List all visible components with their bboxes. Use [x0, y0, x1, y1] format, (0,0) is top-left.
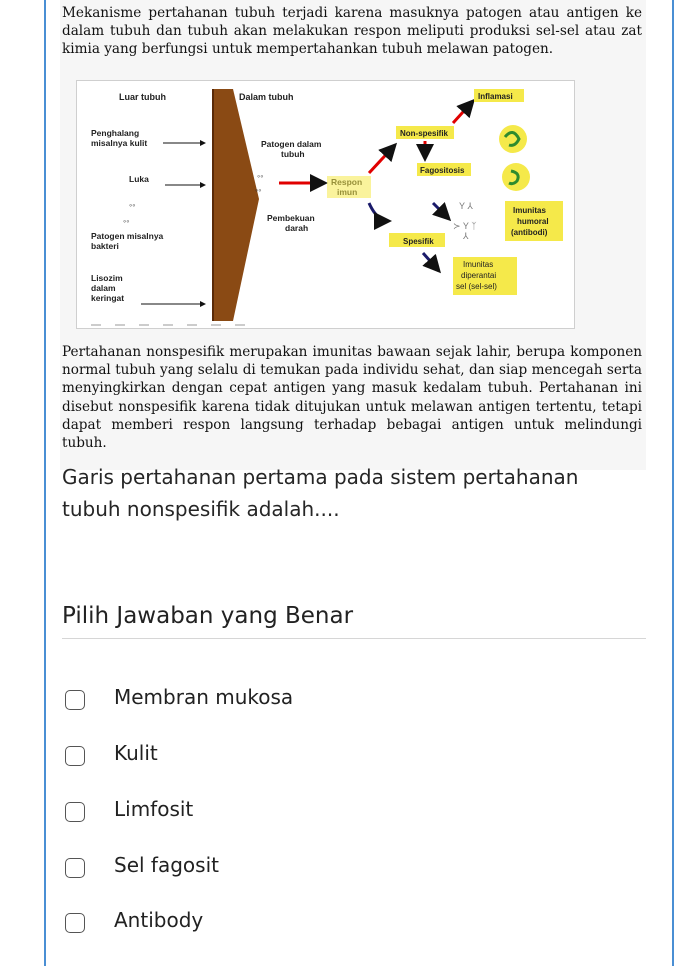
arrow-to-spesifik: [369, 203, 389, 221]
radio-button-icon[interactable]: [65, 858, 85, 878]
answer-option-label[interactable]: Sel fagosit: [114, 853, 219, 877]
label-nonspesifik: Non-spesifik: [400, 129, 449, 138]
skin-barrier-wedge: [213, 89, 262, 321]
label-selular-1: Imunitas: [463, 260, 494, 269]
antibody-icon-2: ≻ Y ᛉ: [453, 221, 477, 231]
radio-button-icon[interactable]: [65, 802, 85, 822]
question-text: Garis pertahanan pertama pada sistem pertahanan tubuh nonspesifik adalah....: [62, 465, 579, 521]
diagram-svg: [77, 81, 574, 328]
diagram-heading-outside: Luar tubuh: [119, 92, 166, 102]
answer-option-label[interactable]: Limfosit: [114, 797, 194, 821]
immune-defense-diagram: [76, 80, 575, 329]
label-pembekuan: Pembekuan: [267, 213, 315, 223]
arrow-to-antibodies: [433, 203, 449, 219]
answer-option-label[interactable]: Membran mukosa: [114, 685, 294, 709]
label-penghalang: Penghalang: [91, 128, 140, 138]
label-lisozim: Lisozim: [91, 273, 123, 283]
choose-answer-heading: Pilih Jawaban yang Benar: [62, 603, 354, 629]
label-humoral-2: humoral: [517, 217, 549, 226]
heading-divider: [62, 638, 646, 639]
label-tubuh: tubuh: [281, 149, 305, 159]
answer-option-1[interactable]: [62, 683, 562, 717]
label-bakteri: bakteri: [91, 241, 119, 251]
bacteria-icon-left-1: ◦◦: [129, 200, 136, 210]
label-humoral-3: (antibodi): [511, 228, 548, 237]
label-patogen: Patogen misalnya: [91, 231, 164, 241]
label-luka: Luka: [129, 174, 149, 184]
label-selular-2: diperantai: [461, 271, 497, 280]
radio-button-icon[interactable]: [65, 746, 85, 766]
label-patogen-dalam: Patogen dalam: [261, 139, 322, 149]
label-selular-3: sel (sel-sel): [456, 282, 497, 291]
bacteria-icon-inside-1: ◦◦: [257, 171, 264, 181]
arrow-to-inflamasi: [453, 101, 473, 123]
answer-option-4[interactable]: [62, 851, 562, 885]
label-dalam: dalam: [91, 283, 116, 293]
label-inflamasi: Inflamasi: [478, 92, 513, 101]
label-darah: darah: [285, 223, 309, 233]
phagocyte-image-2: [502, 163, 530, 191]
label-fagositosis: Fagositosis: [420, 166, 465, 175]
answer-option-2[interactable]: [62, 739, 562, 773]
arrow-to-selular: [423, 253, 439, 271]
answer-option-3[interactable]: [62, 795, 562, 829]
label-spesifik: Spesifik: [403, 237, 434, 246]
bacteria-icon-left-2: ◦◦: [123, 216, 130, 226]
label-kulit: misalnya kulit: [91, 138, 148, 148]
label-keringat: keringat: [91, 293, 125, 303]
answer-option-5[interactable]: [62, 906, 562, 940]
bacteria-icon-inside-2: ◦◦: [255, 185, 262, 195]
antibody-icon-1: Y ⅄: [459, 201, 473, 211]
diagram-heading-inside: Dalam tubuh: [239, 92, 294, 102]
radio-button-icon[interactable]: [65, 913, 85, 933]
antibody-icon-3: ⅄: [463, 231, 469, 241]
answer-option-label[interactable]: Antibody: [114, 908, 204, 932]
label-humoral-1: Imunitas: [513, 206, 546, 215]
arrow-to-nonspesifik: [369, 145, 395, 173]
intro-paragraph: Mekanisme pertahanan tubuh terjadi karena masuknya patogen atau antigen ke dalam tubuh dan tubuh akan melakukan respon meliputi produksi sel-sel atau zat kimia yang berfungsi untuk mempertahankan tubuh melawan patogen.: [62, 5, 642, 58]
answer-option-label[interactable]: Kulit: [114, 741, 158, 765]
body-paragraph: Pertahanan nonspesifik merupakan imunitas bawaan sejak lahir, berupa komponen normal tubuh yang selalu di temukan pada individu sehat, dan siap mencegah serta menyingkirkan dengan cepat antigen yang masuk kedalam tubuh. Pertahanan ini disebut nonspesifik karena tidak ditujukan untuk melawan antigen tertentu, tetapi dapat memberi respon langsung terhadap bebagai antigen untuk melindungi tubuh.: [62, 344, 642, 452]
phagocyte-image-1: [499, 125, 527, 153]
respon-box: [327, 176, 371, 198]
radio-button-icon[interactable]: [65, 690, 85, 710]
